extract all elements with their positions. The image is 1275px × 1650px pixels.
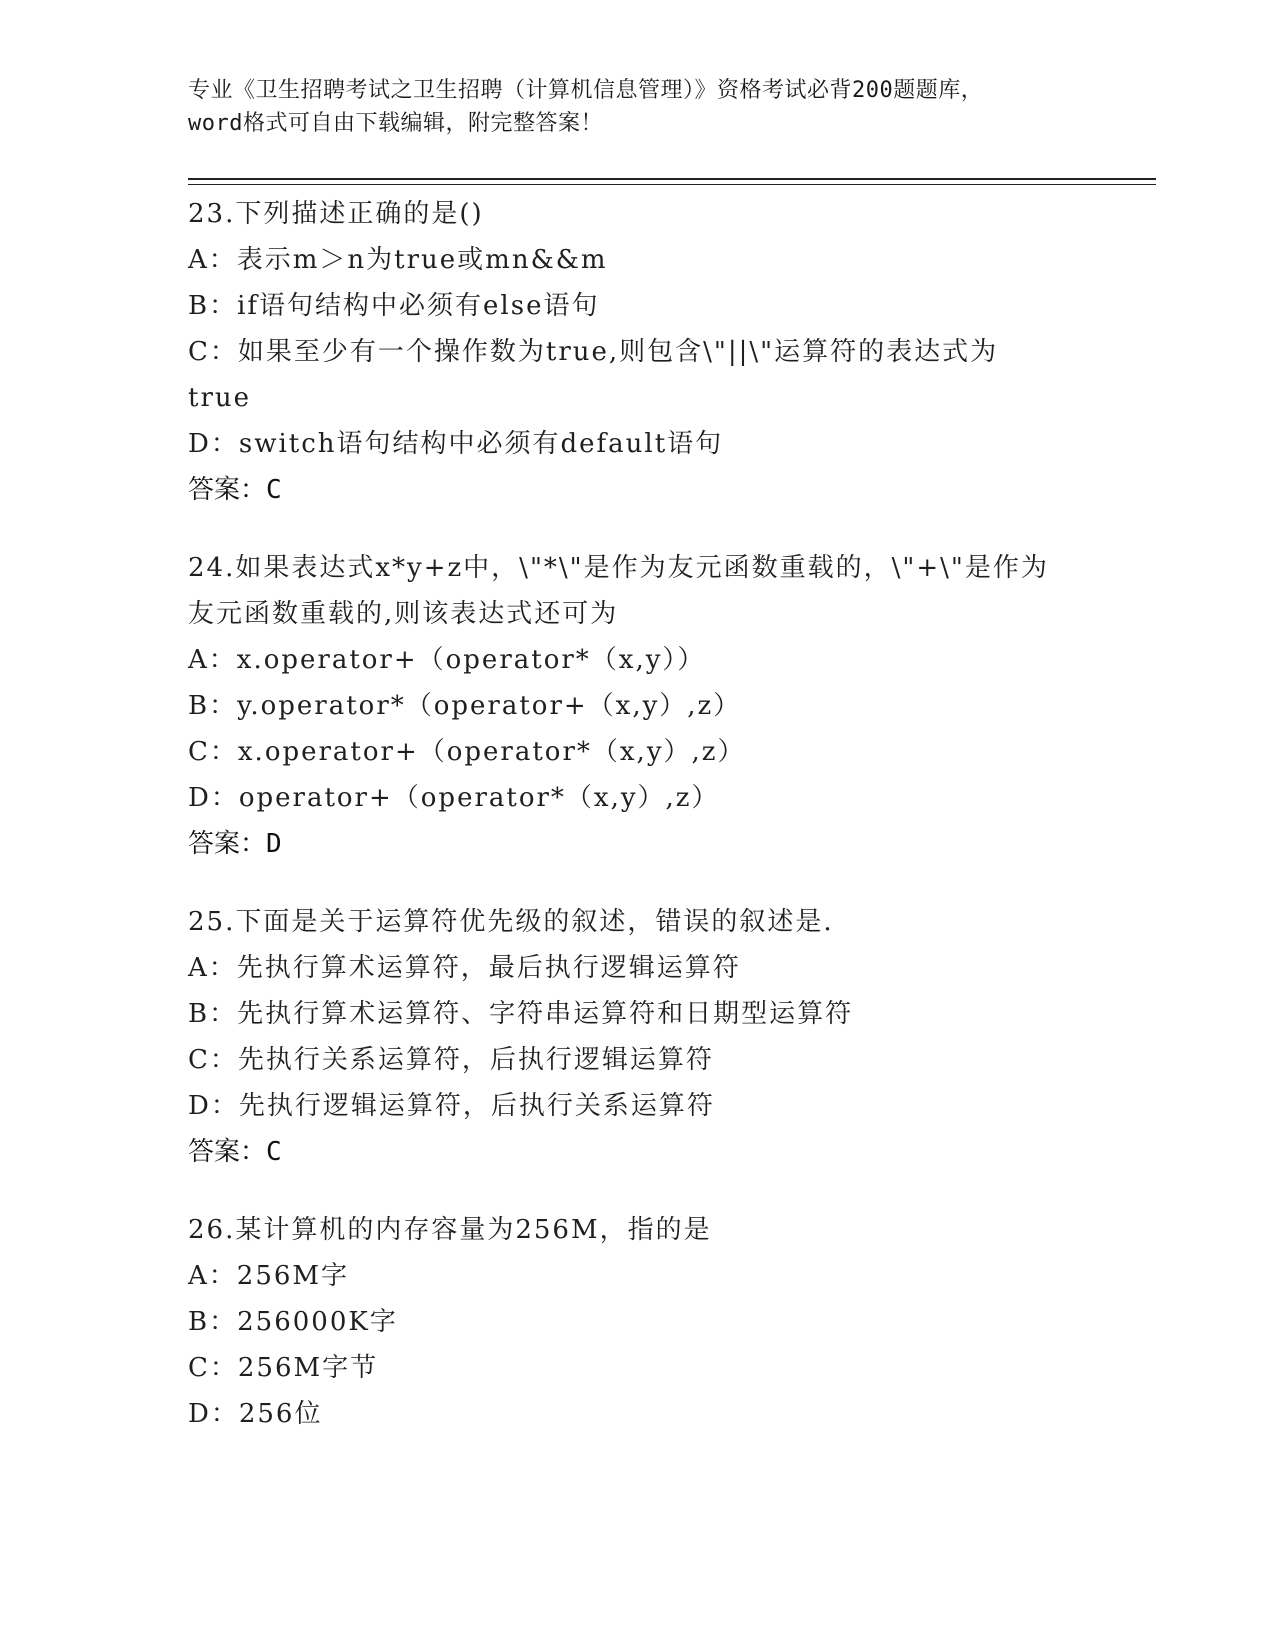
question-list [188,191,1088,1463]
question-26 [188,1207,1088,1437]
answer: 答案：C [188,475,282,505]
option-d: D：先执行逻辑运算符，后执行关系运算符 [188,1091,715,1121]
question-24 [188,545,1088,867]
option-c: C：先执行关系运算符，后执行逻辑运算符 [188,1045,714,1075]
option-b: B：if语句结构中必须有else语句 [188,291,600,321]
option-a: A：256M字 [188,1261,350,1291]
question-25 [188,899,1088,1175]
question-stem: 26.某计算机的内存容量为256M，指的是 [188,1215,712,1245]
option-d: D：switch语句结构中必须有default语句 [188,429,724,459]
question-23 [188,191,1088,513]
option-c: C：x.operator+（operator*（x,y）,z） [188,737,746,767]
answer: 答案：C [188,1137,282,1167]
header-divider-thick [188,178,1156,180]
answer: 答案：D [188,829,282,859]
option-a: A：先执行算术运算符，最后执行逻辑运算符 [188,953,741,983]
question-stem: 23.下列描述正确的是() [188,199,484,229]
option-c-continued: true [188,383,252,413]
option-c: C：256M字节 [188,1353,379,1383]
header-divider-thin [188,184,1156,185]
document-header [188,74,1088,140]
option-b: B：256000K字 [188,1307,398,1337]
option-b: B：y.operator*（operator+（x,y）,z） [188,691,742,721]
option-c: C：如果至少有一个操作数为true,则包含\"||\"运算符的表达式为 [188,337,999,367]
option-d: D：operator+（operator*（x,y）,z） [188,783,720,813]
question-stem: 25.下面是关于运算符优先级的叙述，错误的叙述是. [188,907,834,937]
option-d: D：256位 [188,1399,323,1429]
header-line-2: word格式可自由下载编辑，附完整答案！ [188,111,603,136]
option-b: B：先执行算术运算符、字符串运算符和日期型运算符 [188,999,854,1029]
option-a: A：x.operator+（operator*（x,y）） [188,645,706,675]
question-stem: 24.如果表达式x*y+z中，\"*\"是作为友元函数重载的，\"+\"是作为 [188,553,1049,583]
header-line-1: 专业《卫生招聘考试之卫生招聘（计算机信息管理）》资格考试必背200题题库， [188,78,984,103]
question-stem-continued: 友元函数重载的,则该表达式还可为 [188,599,619,629]
option-a: A：表示m＞n为true或mn&&m [188,245,608,275]
